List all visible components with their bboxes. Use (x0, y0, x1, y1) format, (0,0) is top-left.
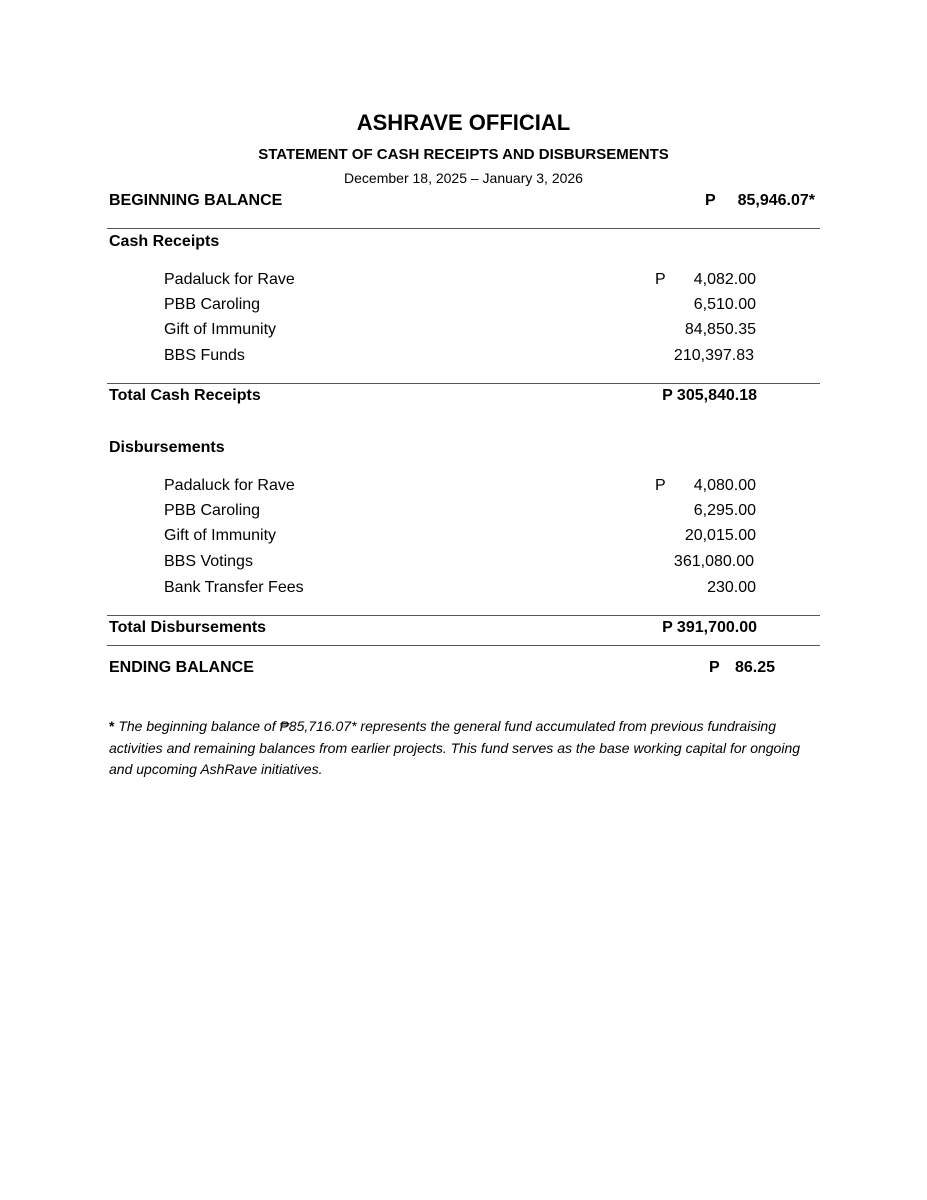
beginning-balance-currency: P (705, 192, 716, 209)
disbursement-amount: 20,015.00 (684, 527, 756, 544)
statement-title: STATEMENT OF CASH RECEIPTS AND DISBURSEMENTS (258, 146, 669, 163)
disbursement-amount: 6,295.00 (693, 502, 756, 519)
disbursement-amount: 4,080.00 (693, 477, 756, 494)
receipt-amount: 210,397.83 (673, 347, 754, 364)
receipt-label: Padaluck for Rave (164, 271, 295, 288)
beginning-balance-label: BEGINNING BALANCE (109, 192, 283, 209)
disbursement-currency: P (655, 477, 666, 494)
total-cash-receipts-amount: P 305,840.18 (662, 387, 757, 404)
disbursement-amount: 230.00 (707, 579, 756, 596)
footnote (109, 716, 819, 781)
footnote-marker: * (109, 718, 115, 734)
receipt-amount: 84,850.35 (684, 321, 756, 338)
total-disbursements-amount: P 391,700.00 (662, 619, 757, 636)
footnote-text: The beginning balance of ₱85,716.07* represents the general fund accumulated from previous fundraising activities and remaining balances from earlier projects. This fund serves as the base working capital for ongoing and upcoming AshRave initiatives. (109, 718, 801, 777)
receipt-currency: P (655, 271, 666, 288)
total-cash-receipts-label: Total Cash Receipts (109, 387, 261, 404)
disbursement-label: Bank Transfer Fees (164, 579, 304, 596)
divider (107, 645, 820, 646)
ending-balance-label: ENDING BALANCE (109, 659, 254, 676)
total-disbursements-label: Total Disbursements (109, 619, 267, 636)
disbursement-label: Gift of Immunity (164, 527, 277, 544)
disbursement-label: BBS Votings (164, 553, 253, 570)
disbursements-heading: Disbursements (109, 439, 225, 456)
ending-balance-amount: 86.25 (734, 659, 775, 676)
disbursement-amount: 361,080.00 (673, 553, 754, 570)
receipt-amount: 6,510.00 (693, 296, 756, 313)
divider (107, 615, 820, 616)
ending-balance-currency: P (709, 659, 720, 676)
receipt-amount: 4,082.00 (693, 271, 756, 288)
organization-title: ASHRAVE OFFICIAL (356, 110, 571, 135)
receipt-label: BBS Funds (164, 347, 245, 364)
beginning-balance-amount: 85,946.07* (737, 192, 815, 209)
receipt-label: Gift of Immunity (164, 321, 277, 338)
disbursement-label: Padaluck for Rave (164, 477, 295, 494)
cash-receipts-heading: Cash Receipts (109, 233, 220, 250)
statement-period: December 18, 2025 – January 3, 2026 (344, 170, 583, 186)
disbursement-label: PBB Caroling (164, 502, 261, 519)
receipt-label: PBB Caroling (164, 296, 261, 313)
divider (107, 228, 820, 229)
divider (107, 383, 820, 384)
